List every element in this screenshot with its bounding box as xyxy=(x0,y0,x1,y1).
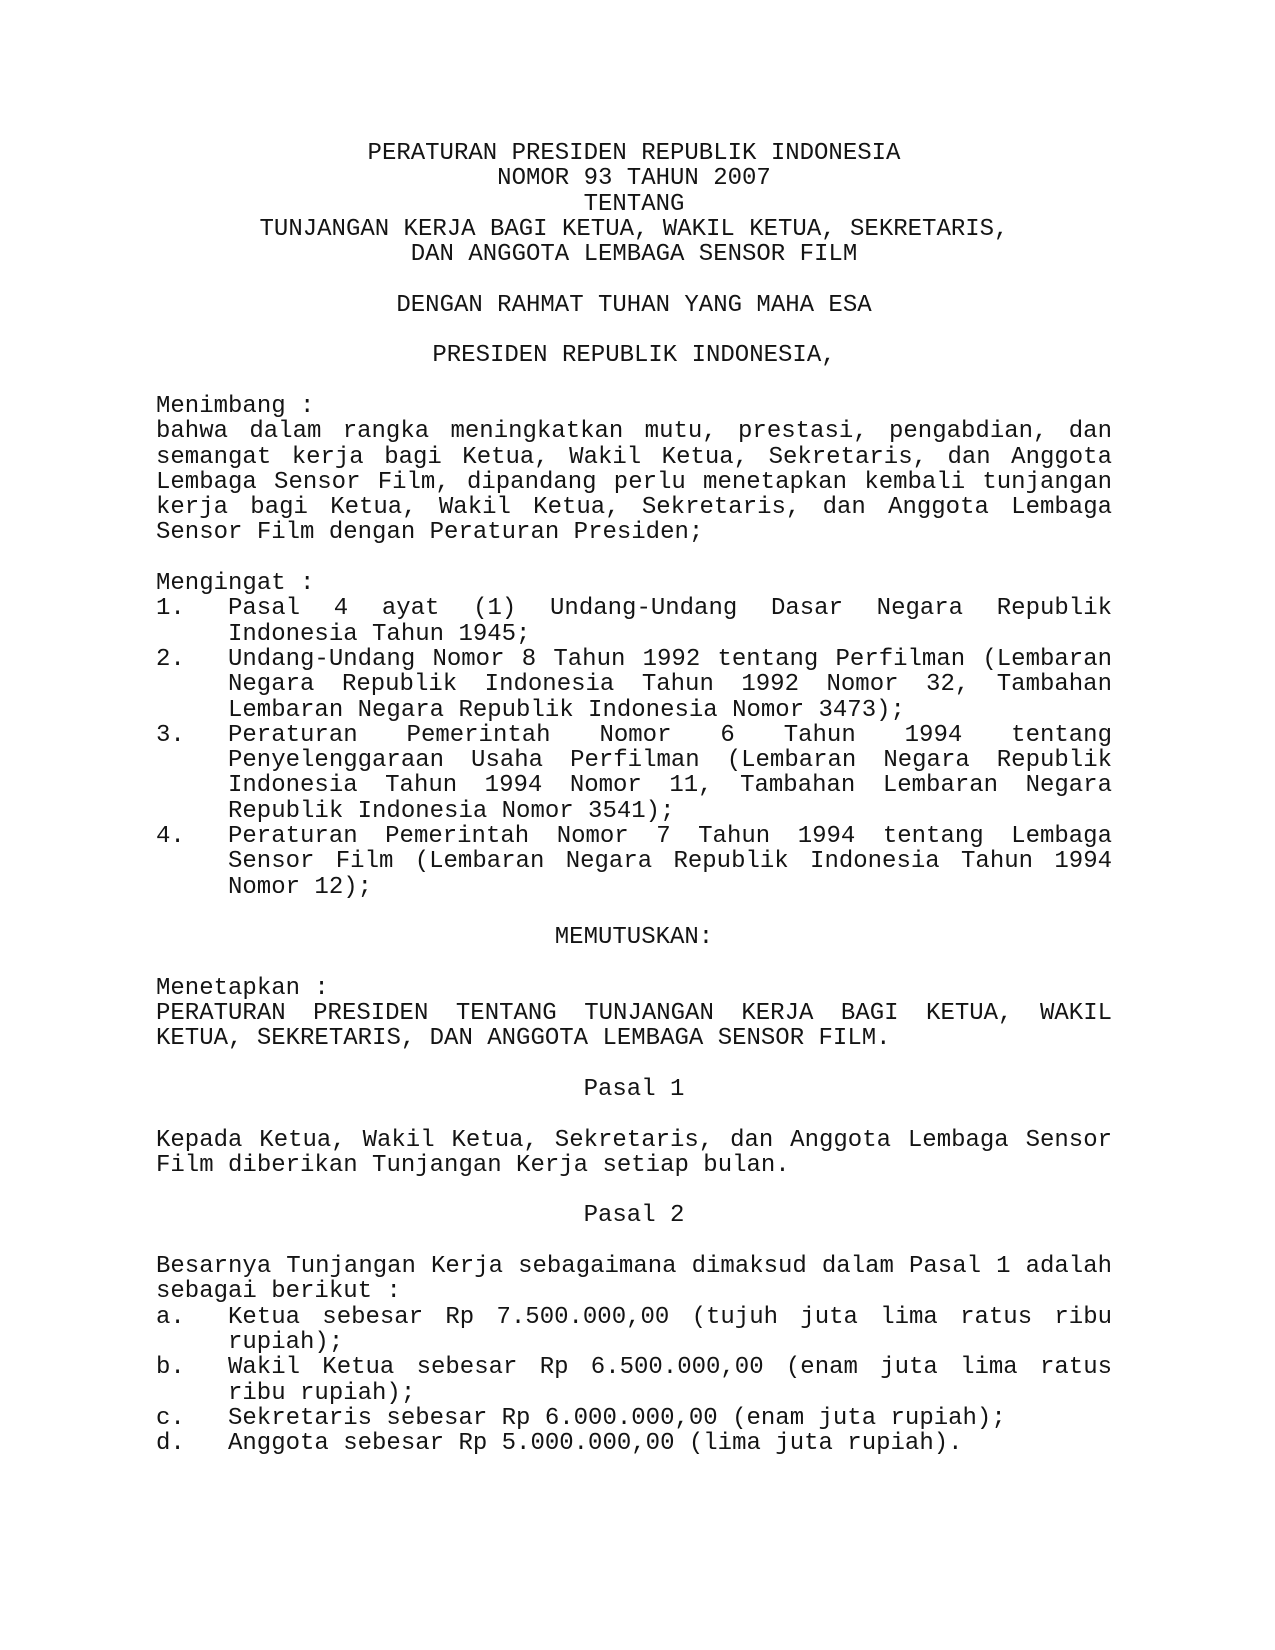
pasal-2-item-c xyxy=(156,1406,1112,1431)
menimbang-body: bahwa dalam rangka meningkatkan mutu, prestasi, pengabdian, dan semangat kerja bagi Ketua, Wakil Ketua, Sekretaris, dan Anggota Lembaga Sensor Film, dipandang perlu menetapkan kembali tunjangan kerja bagi Ketua, Wakil Ketua, Sekretaris, dan Anggota Lembaga Sensor Film dengan Peraturan Presiden; xyxy=(156,418,1112,547)
pasal-2-item-b xyxy=(156,1355,1112,1406)
lettered-list-text: Sekretaris sebesar Rp 6.000.000,00 (enam juta rupiah); xyxy=(228,1404,1006,1432)
lettered-list-marker: b. xyxy=(156,1354,185,1382)
lettered-list-marker: a. xyxy=(156,1303,185,1331)
pasal-2-heading: Pasal 2 xyxy=(583,1202,685,1230)
numbered-list-marker: 2. xyxy=(156,645,185,673)
invocation-line: DENGAN RAHMAT TUHAN YANG MAHA ESA xyxy=(396,291,872,319)
pasal-1-heading: Pasal 1 xyxy=(583,1075,685,1103)
title-line-2: NOMOR 93 TAHUN 2007 xyxy=(497,165,771,193)
menimbang-label: Menimbang : xyxy=(156,392,315,420)
title-line-4: TUNJANGAN KERJA BAGI KETUA, WAKIL KETUA, SEKRETARIS, xyxy=(259,215,1009,243)
pasal-2-item-d xyxy=(156,1431,1112,1456)
title-line-5: DAN ANGGOTA LEMBAGA SENSOR FILM xyxy=(410,241,858,269)
pasal-2-item-a xyxy=(156,1305,1112,1356)
mengingat-item-4 xyxy=(156,824,1112,900)
authority-line: PRESIDEN REPUBLIK INDONESIA, xyxy=(432,342,836,370)
pasal-1-body: Kepada Ketua, Wakil Ketua, Sekretaris, dan Anggota Lembaga Sensor Film diberikan Tunjangan Kerja setiap bulan. xyxy=(156,1126,1112,1179)
numbered-list-text: Pasal 4 ayat (1) Undang-Undang Dasar Negara Republik Indonesia Tahun 1945; xyxy=(228,595,1112,648)
mengingat-item-1 xyxy=(156,596,1112,647)
pasal-2-intro: Besarnya Tunjangan Kerja sebagaimana dimaksud dalam Pasal 1 adalah sebagai berikut : xyxy=(156,1253,1112,1306)
numbered-list-marker: 1. xyxy=(156,595,185,623)
numbered-list-text: Peraturan Pemerintah Nomor 6 Tahun 1994 tentang Penyelenggaraan Usaha Perfilman (Lembaran Negara Republik Indonesia Tahun 1994 Nomor 11, Tambahan Lembaran Negara Republik Indonesia Nomor 3541); xyxy=(228,721,1112,825)
mengingat-label: Mengingat : xyxy=(156,570,315,598)
title-line-1: PERATURAN PRESIDEN REPUBLIK INDONESIA xyxy=(367,140,901,167)
menetapkan-label: Menetapkan : xyxy=(156,974,329,1002)
numbered-list-text: Peraturan Pemerintah Nomor 7 Tahun 1994 tentang Lembaga Sensor Film (Lembaran Negara Republik Indonesia Tahun 1994 Nomor 12); xyxy=(228,823,1112,901)
numbered-list-text: Undang-Undang Nomor 8 Tahun 1992 tentang Perfilman (Lembaran Negara Republik Indonesia Tahun 1992 Nomor 32, Tambahan Lembaran Negara Republik Indonesia Nomor 3473); xyxy=(228,645,1112,724)
numbered-list-marker: 4. xyxy=(156,823,185,851)
title-line-3: TENTANG xyxy=(583,190,685,218)
numbered-list-marker: 3. xyxy=(156,721,185,749)
lettered-list-marker: d. xyxy=(156,1430,185,1458)
mengingat-item-3 xyxy=(156,723,1112,824)
lettered-list-text: Wakil Ketua sebesar Rp 6.500.000,00 (enam juta lima ratus ribu rupiah); xyxy=(228,1354,1112,1407)
lettered-list-text: Anggota sebesar Rp 5.000.000,00 (lima juta rupiah). xyxy=(228,1430,963,1458)
document-body xyxy=(156,141,1112,1456)
lettered-list-marker: c. xyxy=(156,1404,185,1432)
lettered-list-text: Ketua sebesar Rp 7.500.000,00 (tujuh juta lima ratus ribu rupiah); xyxy=(228,1303,1112,1356)
menetapkan-body: PERATURAN PRESIDEN TENTANG TUNJANGAN KERJA BAGI KETUA, WAKIL KETUA, SEKRETARIS, DAN ANGGOTA LEMBAGA SENSOR FILM. xyxy=(156,1000,1112,1053)
memutuskan-heading: MEMUTUSKAN: xyxy=(554,924,714,952)
mengingat-item-2 xyxy=(156,647,1112,723)
